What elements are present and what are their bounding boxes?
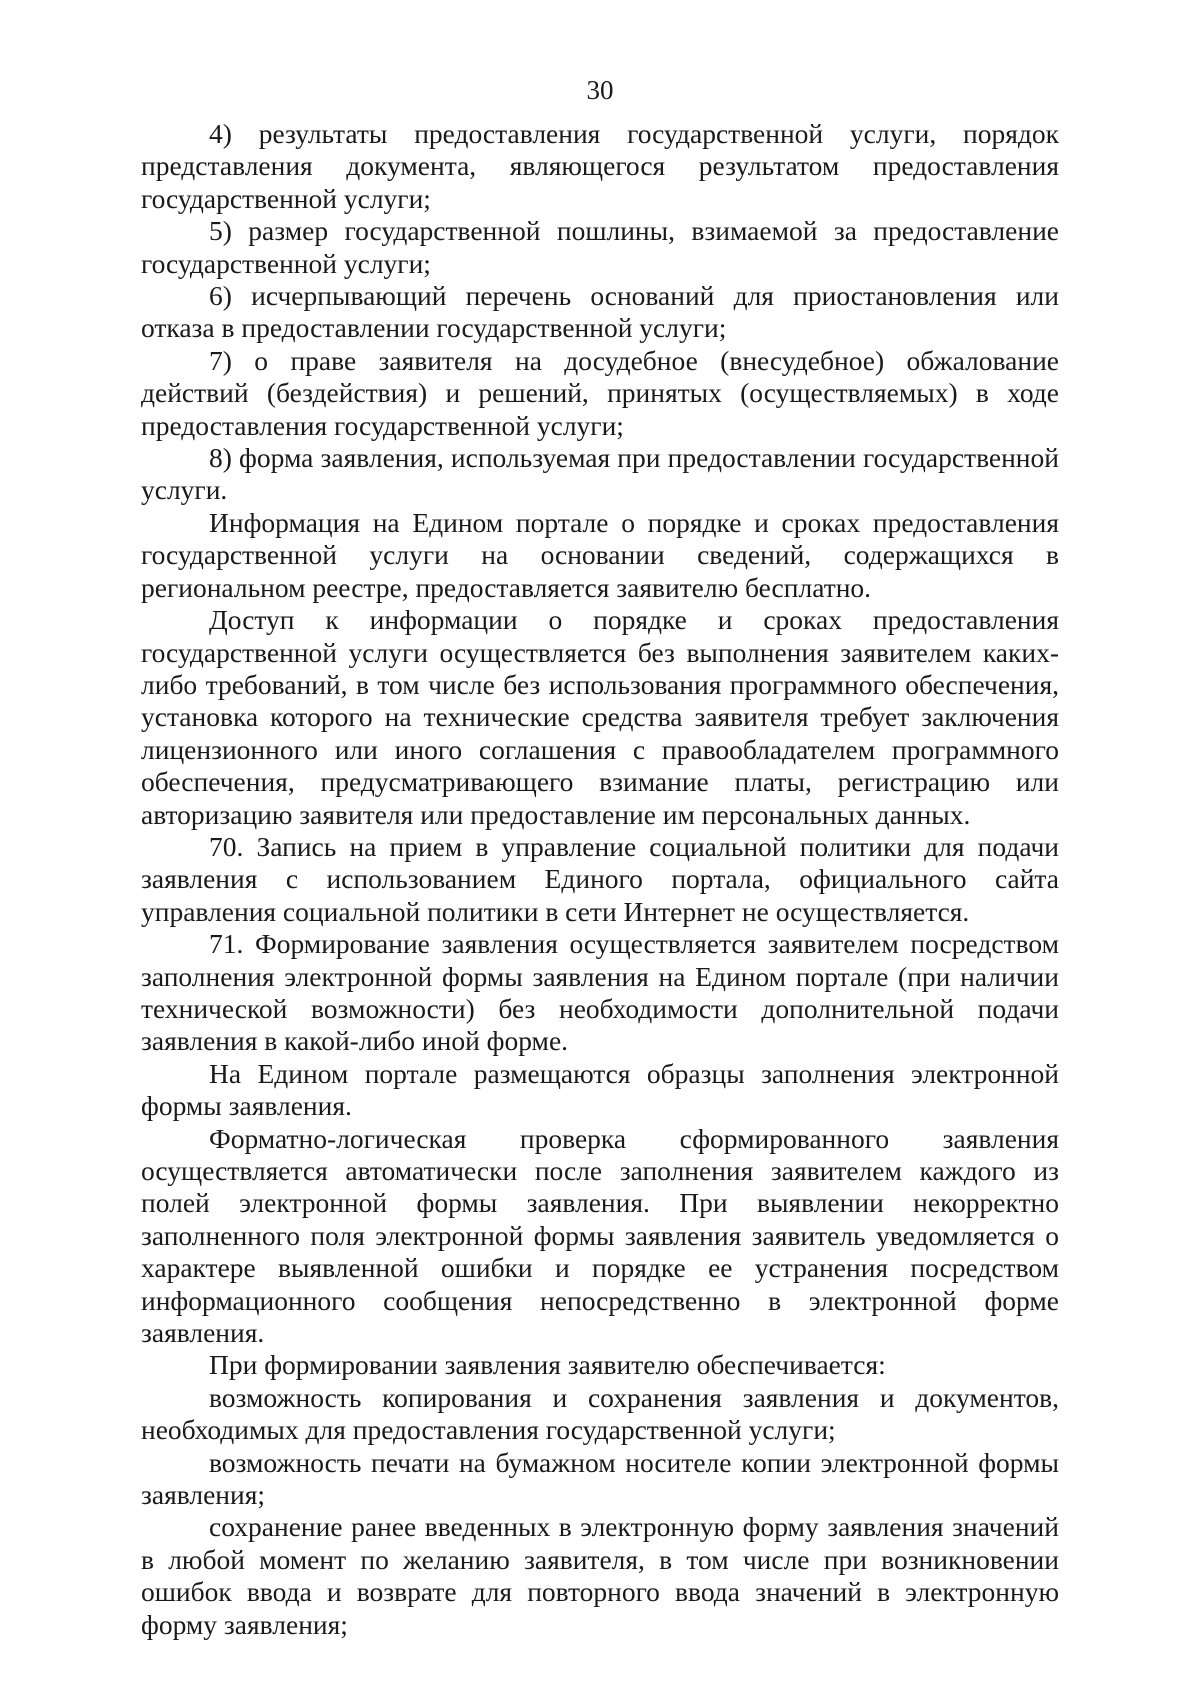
paragraph-clause-71: 71. Формирование заявления осуществляется заявителем посредством заполнения электронной формы заявления на Едином портале (при наличии технической возможности) без необходимости дополнительной подачи заявления в какой-либо иной форме. [141,928,1059,1057]
paragraph-save-values: сохранение ранее введенных в электронную форму заявления значений в любой момент по желанию заявителя, в том числе при возникновении ошибок ввода и возврате для повторного ввода значений в электронную форму заявления; [141,1511,1059,1640]
paragraph-print: возможность печати на бумажном носителе копии электронной формы заявления; [141,1446,1059,1511]
paragraph-item-7: 7) о праве заявителя на досудебное (внесудебное) обжалование действий (бездействия) и решений, принятых (осуществляемых) в ходе предоставления государственной услуги; [141,344,1059,441]
paragraph-item-5: 5) размер государственной пошлины, взимаемой за предоставление государственной услуги; [141,215,1059,279]
paragraph-portal-info: Информация на Едином портале о порядке и сроках предоставления государственной услуги на основании сведений, содержащихся в региональном реестре, предоставляется заявителю бесплатно. [141,506,1059,603]
paragraph-format-check: Форматно-логическая проверка сформированного заявления осуществляется автоматически после заполнения заявителем каждого из полей электронной формы заявления. При выявлении некорректно заполненного поля электронной формы заявления заявитель уведомляется о характере выявленной ошибки и порядке ее устранения посредством информационного сообщения непосредственно в электронной форме заявления. [141,1122,1059,1349]
paragraph-clause-70: 70. Запись на прием в управление социальной политики для подачи заявления с использованием Единого портала, официального сайта управления социальной политики в сети Интернет не осуществляется. [141,830,1059,927]
paragraph-provided-intro: При формировании заявления заявителю обеспечивается: [209,1349,886,1381]
document-body [141,118,1059,1641]
paragraph-item-8: 8) форма заявления, используемая при предоставлении государственной услуги. [141,442,1059,506]
paragraph-item-6: 6) исчерпывающий перечень оснований для приостановления или отказа в предоставлении государственной услуги; [141,280,1059,344]
paragraph-access-info: Доступ к информации о порядке и сроках предоставления государственной услуги осуществляется без выполнения заявителем каких-либо требований, в том числе без использования программного обеспечения, установка которого на технические средства заявителя требует заключения лицензионного или иного соглашения с правообладателем программного обеспечения, предусматривающего взимание платы, регистрацию или авторизацию заявителя или предоставление им персональных данных. [141,604,1059,830]
paragraph-samples: На Едином портале размещаются образцы заполнения электронной формы заявления. [141,1057,1059,1122]
paragraph-item-4: 4) результаты предоставления государственной услуги, порядок представления документа, являющегося результатом предоставления государственной услуги; [141,118,1059,214]
paragraph-copy-save: возможность копирования и сохранения заявления и документов, необходимых для предоставления государственной услуги; [141,1381,1059,1446]
page-number: 30 [586,75,614,105]
